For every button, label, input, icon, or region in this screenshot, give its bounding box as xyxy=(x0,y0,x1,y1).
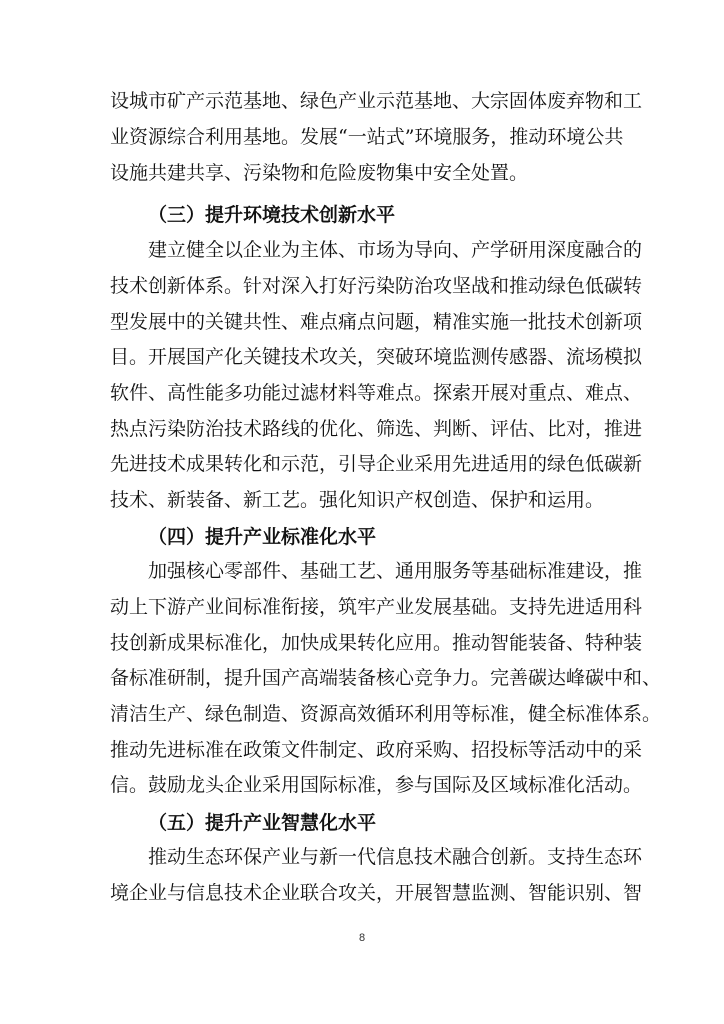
paragraph-line: 信。鼓励龙头企业采用国际标准，参与国际及区域标准化活动。 xyxy=(110,774,643,796)
paragraph-line: 备标准研制，提升国产高端装备核心竞争力。完善碳达峰碳中和、 xyxy=(110,667,662,689)
section-heading-4: （四）提升产业标准化水平 xyxy=(148,526,377,548)
paragraph-line: 动上下游产业间标准衔接，筑牢产业发展基础。支持先进适用科 xyxy=(110,596,643,618)
paragraph-line: 设城市矿产示范基地、绿色产业示范基地、大宗固体废弃物和工 xyxy=(110,90,643,112)
paragraph-line: 境企业与信息技术企业联合攻关，开展智慧监测、智能识别、智 xyxy=(110,882,643,904)
paragraph-line: 型发展中的关键共性、难点痛点问题，精准实施一批技术创新项 xyxy=(110,311,643,333)
paragraph-line: 技术创新体系。针对深入打好污染防治攻坚战和推动绿色低碳转 xyxy=(110,275,643,297)
paragraph-line: 设施共建共享、污染物和危险废物集中安全处置。 xyxy=(110,162,529,184)
paragraph-line: 建立健全以企业为主体、市场为导向、产学研用深度融合的 xyxy=(148,239,643,261)
paragraph-line: 推动先进标准在政策文件制定、政府采购、招投标等活动中的采 xyxy=(110,739,643,761)
paragraph-line: 目。开展国产化关键技术攻关，突破环境监测传感器、流场模拟 xyxy=(110,346,643,368)
paragraph-line: 软件、高性能多功能过滤材料等难点。探索开展对重点、难点、 xyxy=(110,382,643,404)
section-heading-3: （三）提升环境技术创新水平 xyxy=(148,204,396,226)
paragraph-line: 清洁生产、绿色制造、资源高效循环利用等标准，健全标准体系。 xyxy=(110,703,662,725)
paragraph-line: 技创新成果标准化，加快成果转化应用。推动智能装备、特种装 xyxy=(110,632,643,654)
paragraph-line: 推动生态环保产业与新一代信息技术融合创新。支持生态环 xyxy=(148,846,643,868)
section-heading-5: （五）提升产业智慧化水平 xyxy=(148,812,377,834)
paragraph-line: 热点污染防治技术路线的优化、筛选、判断、评估、比对，推进 xyxy=(110,418,643,440)
page-number: 8 xyxy=(358,932,366,944)
paragraph-line: 业资源综合利用基地。发展“一站式”环境服务，推动环境公共 xyxy=(110,126,624,148)
paragraph-line: 先进技术成果转化和示范，引导企业采用先进适用的绿色低碳新 xyxy=(110,453,643,475)
paragraph-line: 技术、新装备、新工艺。强化知识产权创造、保护和运用。 xyxy=(110,489,605,511)
paragraph-line: 加强核心零部件、基础工艺、通用服务等基础标准建设，推 xyxy=(148,560,643,582)
